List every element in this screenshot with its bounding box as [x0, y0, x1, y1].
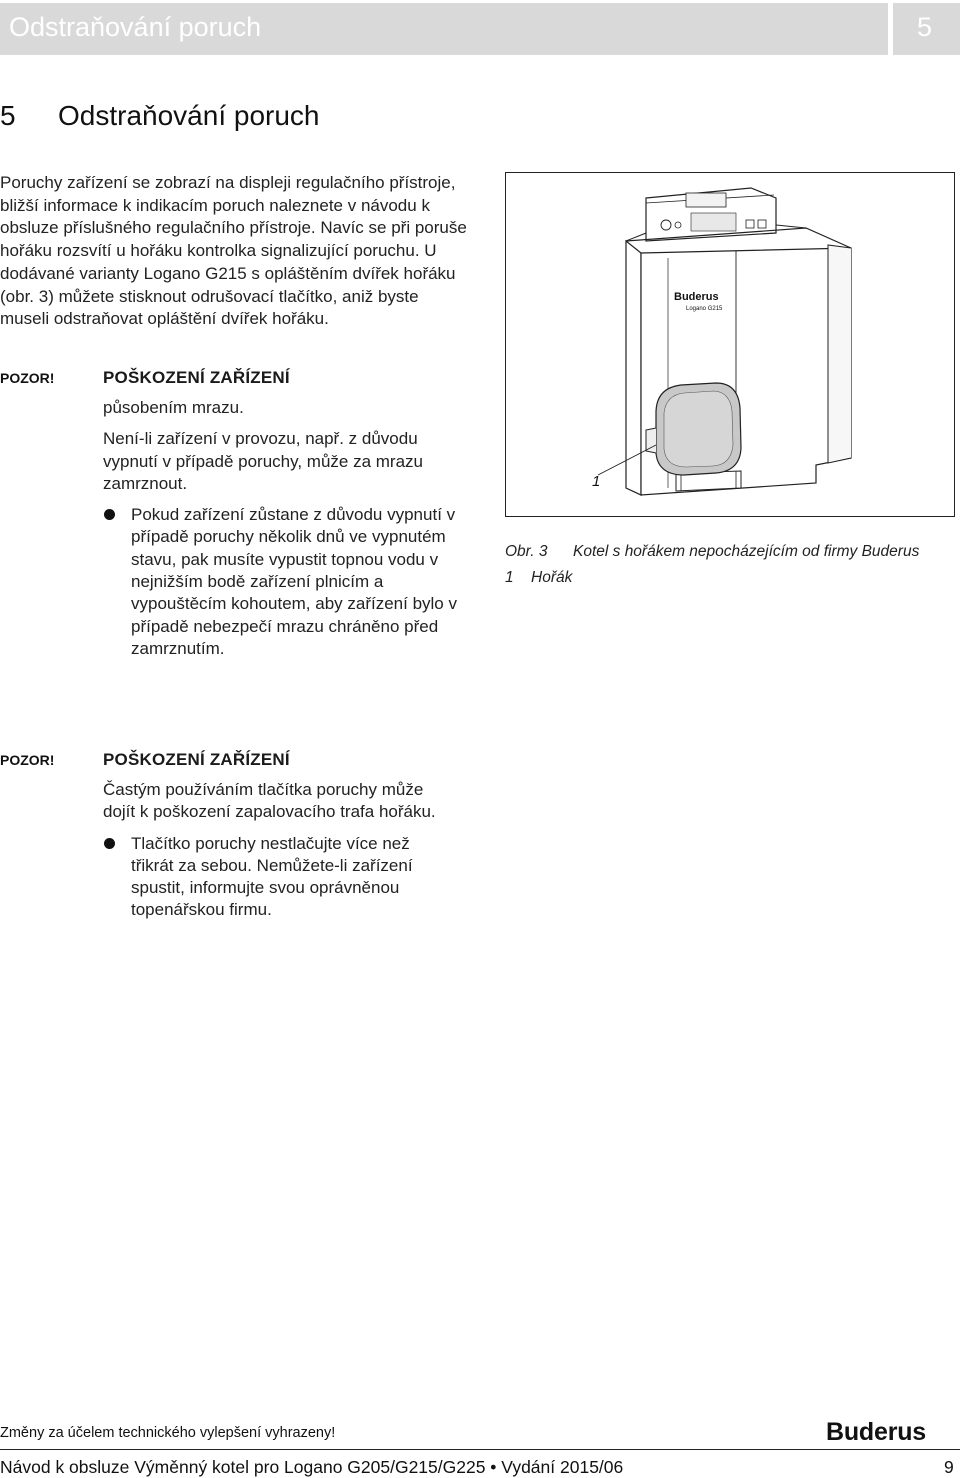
figure-caption-prefix: Obr. 3: [505, 543, 548, 560]
header-title: Odstraňování poruch: [9, 12, 262, 42]
figure-boiler: [505, 172, 955, 517]
footer-document-title: Návod k obsluze Výměnný kotel pro Logano G205/G215/G225 • Vydání 2015/06: [0, 1457, 624, 1477]
figure-callout-1: 1: [592, 473, 601, 490]
warning1-label: POZOR!: [0, 370, 55, 386]
warning2-title: POŠKOZENÍ ZAŘÍZENÍ: [103, 750, 290, 769]
warning2-bullet-text: Tlačítko poruchy nestlačujte více než třikrát za sebou. Nemůžete-li zařízení spustit, informujte svou oprávněnou topenářskou firmu.: [131, 833, 413, 920]
footer-note: Změny za účelem technického vylepšení vyhrazeny!: [0, 1425, 336, 1441]
page-number: 9: [944, 1457, 954, 1477]
footer-divider: [0, 1449, 960, 1450]
header-section-box: [893, 3, 960, 55]
warning2-bullet: [103, 833, 448, 922]
bullet-dot-icon: [104, 838, 115, 849]
figure-brand-label: Buderus: [674, 291, 719, 303]
warning1-line2: Není-li zařízení v provozu, např. z důvodu vypnutí v případě poruchy, může za mrazu zamrznout.: [103, 429, 424, 493]
header-section-number: 5: [917, 12, 933, 42]
figure-legend-text: Hořák: [531, 569, 573, 586]
warning2-line1: Častým používáním tlačítka poruchy může dojít k poškození zapalovacího trafa hořáku.: [103, 780, 436, 822]
bullet-dot-icon: [104, 509, 115, 520]
chapter-title: Odstraňování poruch: [58, 100, 320, 131]
warning1-block: [103, 368, 458, 660]
warning1-bullet: [103, 504, 458, 660]
figure-caption-text: Kotel s hořákem nepocházejícím od firmy Buderus: [573, 543, 920, 560]
chapter-heading: [0, 100, 320, 132]
intro-paragraph: Poruchy zařízení se zobrazí na displeji regulačního přístroje, bližší informace k indikacím poruch naleznete v návodu k obsluze příslušného regulačního přístroje. Navíc se při poruše hořáku rozsvítí u hořáku kontrolka signalizující poruchu. U dodávané varianty Logano G215 s opláštěním dvířek hořáku (obr. 3) můžete stisknout odrušovací tlačítko, aniž byste museli odstraňovat opláštění dvířek hořáku.: [0, 173, 467, 329]
warning1-bullet-text: Pokud zařízení zůstane z důvodu vypnutí v případě poruchy několik dnů ve vypnutém stavu, pak musíte vypustit topnou vodu v nejnižším bodě zařízení plnicím a vypouštěcím kohoutem, aby zařízení bylo v případě nebezpečí mrazu chráněno před zamrznutím.: [131, 505, 457, 658]
figure-legend-num: 1: [505, 569, 514, 586]
figure-model-label: Logano G215: [686, 306, 723, 312]
header-title-bar: [0, 3, 888, 55]
warning1-line1: působením mrazu.: [103, 398, 244, 417]
chapter-number: 5: [0, 100, 16, 131]
warning2-label: POZOR!: [0, 752, 55, 768]
boiler-illustration: [506, 173, 954, 516]
warning2-block: [103, 750, 448, 922]
buderus-logo: Buderus: [826, 1418, 927, 1446]
warning1-title: POŠKOZENÍ ZAŘÍZENÍ: [103, 368, 290, 387]
